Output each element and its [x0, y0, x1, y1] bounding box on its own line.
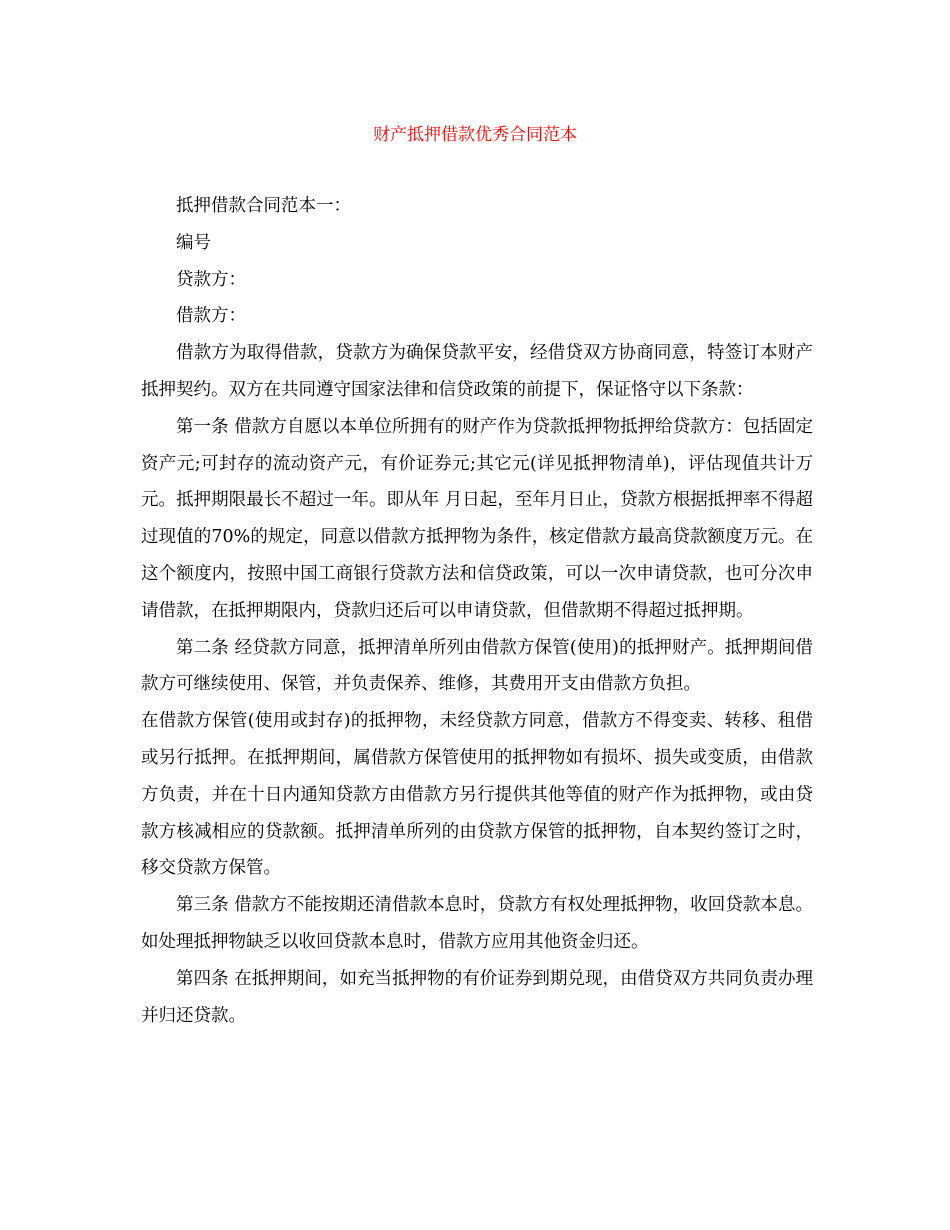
paragraph-article-3: 第三条 借款方不能按期还清借款本息时，贷款方有权处理抵押物，收回贷款本息。如处理抵押物缺乏以收回贷款本息时，借款方应用其他资金归还。: [141, 895, 813, 952]
paragraph-preamble: 借款方为取得借款，贷款方为确保贷款平安，经借贷双方协商同意，特签订本财产抵押契约。双方在共同遵守国家法律和信贷政策的前提下，保证恪守以下条款：: [141, 343, 813, 400]
paragraph-article-4: 第四条 在抵押期间，如充当抵押物的有价证券到期兑现，由借贷双方共同负责办理并归还贷款。: [141, 968, 813, 1026]
paragraph-article-2: 第二条 经贷款方同意，抵押清单所列由借款方保管(使用)的抵押财产。抵押期间借款方可继续使用、保管，并负责保养、维修，其费用开支由借款方负担。: [141, 637, 813, 695]
document-body: [141, 188, 813, 1034]
paragraph-article-2-continued: 在借款方保管(使用或封存)的抵押物，未经贷款方同意，借款方不得变卖、转移、租借或另行抵押。在抵押期间，属借款方保管使用的抵押物如有损坏、损失或变质，由借款方负责，并在十日内通知贷款方由借款方另行提供其他等值的财产作为抵押物，或由贷款方核减相应的贷款额。抵押清单所列的由贷款方保管的抵押物，自本契约签订之时，移交贷款方保管。: [141, 711, 813, 879]
paragraph-borrower-label: 借款方：: [176, 306, 246, 327]
paragraph-article-1: 第一条 借款方自愿以本单位所拥有的财产作为贷款抵押物抵押给贷款方：包括固定资产元;可封存的流动资产元，有价证券元;其它元(详见抵押物清单)，评估现值共计万元。抵押期限最长不超过一年。即从年 月日起，至年月日止，贷款方根据抵押率不得超过现值的70%的规定，同意以借款方抵押物为条件，核定借款方最高贷款额度万元。在这个额度内，按照中国工商银行贷款方法和信贷政策，可以一次申请贷款，也可分次申请借款，在抵押期限内，贷款归还后可以申请贷款，但借款期不得超过抵押期。: [141, 416, 813, 621]
paragraph-contract-heading: 抵押借款合同范本一：: [176, 196, 351, 216]
paragraph-number-label: 编号: [176, 232, 211, 253]
paragraph-lender-label: 贷款方：: [176, 269, 246, 290]
document-title: 财产抵押借款优秀合同范本: [373, 125, 577, 145]
